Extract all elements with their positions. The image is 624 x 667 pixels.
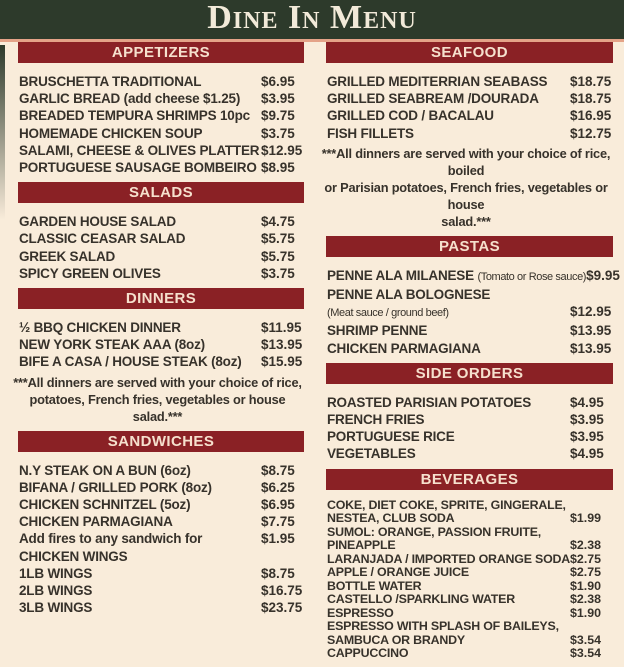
menu-section <box>8 288 307 425</box>
menu-item-row <box>327 526 616 540</box>
item-price: $13.95 <box>570 340 612 356</box>
item-price: $12.75 <box>570 125 612 141</box>
menu-item-row <box>19 548 307 565</box>
item-name: GARDEN HOUSE SALAD <box>19 214 176 230</box>
item-name-condensed: (Tomato or Rose sauce) <box>477 270 587 283</box>
menu-item-row <box>327 394 616 411</box>
menu-item-row <box>327 539 616 553</box>
note-line: or Parisian potatoes, French fries, vegetables or house <box>324 179 608 212</box>
item-price: $8.95 <box>261 160 295 176</box>
menu-section <box>316 469 616 661</box>
menu-item-row <box>327 445 616 462</box>
item-price: $2.38 <box>570 592 602 607</box>
item-price: $1.99 <box>570 511 602 526</box>
item-name: NEW YORK STEAK AAA (8oz) <box>19 337 205 353</box>
item-price: $3.95 <box>570 429 604 445</box>
item-price: $5.75 <box>261 231 295 247</box>
menu-item-row <box>327 90 616 107</box>
menu-item-row <box>19 90 307 107</box>
item-price: $13.95 <box>570 323 612 339</box>
menu-item-row <box>327 634 616 648</box>
menu-section <box>316 363 616 463</box>
menu-item-row <box>19 230 307 247</box>
section-header-bar: SIDE ORDERS <box>326 363 613 384</box>
item-name-condensed: (Meat sauce / ground beef) <box>327 307 449 320</box>
item-name: CASTELLO /SPARKLING WATER <box>327 592 515 607</box>
item-price: $15.95 <box>261 354 303 370</box>
item-name: CHICKEN SCHNITZEL (5oz) <box>19 497 191 513</box>
menu-item-row <box>19 565 307 582</box>
section-header-bar: SANDWICHES <box>18 431 304 452</box>
item-name: Add fires to any sandwich for <box>19 531 203 547</box>
menu-item-row <box>19 319 307 336</box>
section-items <box>8 203 307 282</box>
item-name: ESPRESSO <box>327 605 394 620</box>
menu-item-row <box>19 336 307 353</box>
menu-item-row <box>19 479 307 496</box>
item-price: $3.75 <box>261 125 295 141</box>
item-name: CHICKEN WINGS <box>19 548 128 564</box>
item-name: BREADED TEMPURA SHRIMPS 10pc <box>19 108 250 124</box>
item-name: HOMEMADE CHICKEN SOUP <box>19 125 203 141</box>
item-name: LARANJADA / IMPORTED ORANGE SODA <box>327 551 571 566</box>
item-price: $5.75 <box>261 248 295 264</box>
menu-item-row <box>19 496 307 513</box>
item-price: $16.75 <box>261 583 303 599</box>
menu-item-row <box>327 607 616 621</box>
item-price: $16.95 <box>570 108 612 124</box>
item-name: 3LB WINGS <box>19 600 93 616</box>
item-name: BIFE A CASA / HOUSE STEAK (8oz) <box>19 354 242 370</box>
item-name: GRILLED MEDITERRIAN SEABASS <box>327 74 548 89</box>
menu-item-row <box>19 462 307 479</box>
item-price: $1.90 <box>570 605 602 620</box>
item-price: $7.75 <box>261 514 295 530</box>
item-name: PORTUGUESE SAUSAGE BOMBEIRO <box>19 160 257 176</box>
item-name: SAMBUCA OR BRANDY <box>327 632 465 647</box>
section-items <box>316 63 616 142</box>
section-header-bar: APPETIZERS <box>18 42 304 63</box>
item-price: $6.95 <box>261 497 295 513</box>
menu-item-row <box>19 599 307 616</box>
item-name: APPLE / ORANGE JUICE <box>327 565 469 580</box>
item-name: SPICY GREEN OLIVES <box>19 265 161 281</box>
note-line: salad.*** <box>441 213 491 229</box>
item-price: $3.54 <box>570 646 602 661</box>
item-name: CAPPUCCINO <box>327 646 409 661</box>
menu-item-row <box>327 125 616 142</box>
menu-item-row <box>19 582 307 599</box>
menu-section <box>316 236 620 357</box>
menu-item-row <box>327 322 616 339</box>
item-name: CLASSIC CEASAR SALAD <box>19 231 186 247</box>
menu-section <box>316 42 616 230</box>
item-name: NESTEA, CLUB SODA <box>327 511 455 526</box>
item-name: BRUSCHETTA TRADITIONAL <box>19 74 202 89</box>
menu-item-row <box>327 620 616 634</box>
menu-item-row <box>327 286 616 303</box>
menu-header <box>0 0 624 42</box>
menu-item-row <box>19 125 307 142</box>
section-header-bar: PASTAS <box>326 236 613 257</box>
section-header-bar: SALADS <box>18 182 304 203</box>
menu-item-row <box>327 411 616 428</box>
menu-item-row <box>19 265 307 282</box>
item-price: $23.75 <box>261 600 303 616</box>
menu-item-row <box>327 593 616 607</box>
menu-item-row <box>327 553 616 567</box>
menu-column-left <box>8 42 307 622</box>
menu-item-row <box>327 107 616 124</box>
item-price: $18.75 <box>570 91 612 107</box>
item-name: FISH FILLETS <box>327 125 414 141</box>
section-items <box>316 490 616 661</box>
item-price: $2.38 <box>570 538 602 553</box>
item-price: $11.95 <box>261 320 302 336</box>
item-price <box>570 286 616 303</box>
item-name <box>327 303 570 322</box>
item-price: $3.54 <box>570 632 602 647</box>
menu-item-row <box>327 340 616 357</box>
section-note <box>316 142 616 230</box>
item-price: $9.95 <box>586 267 620 283</box>
menu-item-row <box>327 428 616 445</box>
menu-section <box>8 182 307 282</box>
item-name: 2LB WINGS <box>19 583 93 599</box>
item-name: GARLIC BREAD (add cheese $1.25) <box>19 91 241 107</box>
item-price: $4.95 <box>570 394 604 410</box>
section-header-bar: DINNERS <box>18 288 304 309</box>
item-name: GRILLED COD / BACALAU <box>327 108 494 124</box>
left-edge-fade <box>0 45 5 220</box>
item-name: PINEAPPLE <box>327 538 396 553</box>
item-name: N.Y STEAK ON A BUN (6oz) <box>19 462 191 478</box>
menu-item-row <box>19 213 307 230</box>
item-name: VEGETABLES <box>327 446 416 462</box>
item-price <box>570 620 616 634</box>
item-price: $12.95 <box>570 304 612 320</box>
menu-section <box>8 431 307 617</box>
section-note <box>8 371 307 425</box>
item-name: GRILLED SEABREAM /DOURADA <box>327 91 539 107</box>
note-line: potatoes, French fries, vegetables or house salad.*** <box>29 391 286 424</box>
menu-item-row <box>327 267 620 286</box>
item-price: $4.75 <box>261 214 295 230</box>
item-price: $18.75 <box>570 74 612 89</box>
item-price <box>261 548 307 565</box>
menu-section <box>8 42 307 176</box>
menu-item-row <box>327 580 616 594</box>
item-price <box>570 526 616 540</box>
item-name: COKE, DIET COKE, SPRITE, GINGERALE, <box>327 497 566 512</box>
item-name: 1LB WINGS <box>19 565 93 581</box>
page-title: Dine In Menu <box>207 0 417 36</box>
item-name: PORTUGUESE RICE <box>327 429 455 445</box>
item-price: $2.75 <box>570 551 602 566</box>
menu-item-row <box>327 512 616 526</box>
section-items <box>316 257 620 357</box>
item-price: $8.75 <box>261 565 295 581</box>
item-name: SHRIMP PENNE <box>327 323 428 339</box>
item-name: CHICKEN PARMAGIANA <box>327 340 481 356</box>
item-price: $1.95 <box>261 531 295 547</box>
note-line: ***All dinners are served with your choice of rice, boiled <box>321 145 611 178</box>
menu-item-row <box>19 142 307 159</box>
section-items <box>316 384 616 463</box>
item-name: ½ BBQ CHICKEN DINNER <box>19 320 181 336</box>
item-price: $3.75 <box>261 265 295 281</box>
section-items <box>8 452 307 617</box>
item-price: $3.95 <box>570 412 604 428</box>
item-price: $2.75 <box>570 565 602 580</box>
menu-item-row <box>327 647 616 661</box>
menu-item-row <box>19 513 307 530</box>
item-price: $8.75 <box>261 462 295 478</box>
menu-item-row <box>19 248 307 265</box>
item-price: $1.90 <box>570 578 602 593</box>
menu-item-row <box>327 73 616 90</box>
menu-columns <box>0 42 624 667</box>
item-price: $6.95 <box>261 74 295 89</box>
note-line: ***All dinners are served with your choice of rice, <box>13 374 302 390</box>
menu-item-row <box>19 530 307 547</box>
item-name: PENNE ALA MILANESE (Tomato or Rose sauce) <box>327 267 587 283</box>
item-name: SUMOL: ORANGE, PASSION FRUITE, <box>327 524 542 539</box>
section-items <box>8 309 307 371</box>
section-header-bar: BEVERAGES <box>326 469 613 490</box>
menu-item-row <box>327 566 616 580</box>
menu-item-row <box>19 73 307 90</box>
item-name: BIFANA / GRILLED PORK (8oz) <box>19 479 212 495</box>
item-name: ESPRESSO WITH SPLASH OF BAILEYS, <box>327 619 559 634</box>
menu-item-row <box>327 303 616 322</box>
section-items <box>8 63 307 176</box>
item-name: BOTTLE WATER <box>327 578 422 593</box>
item-name: PENNE ALA BOLOGNESE <box>327 287 491 303</box>
section-header-bar: SEAFOOD <box>326 42 613 63</box>
item-price <box>570 499 616 513</box>
item-name: GREEK SALAD <box>19 248 116 264</box>
item-price: $6.25 <box>261 479 295 495</box>
item-price: $4.95 <box>570 446 604 462</box>
item-name: SALAMI, CHEESE & OLIVES PLATTER <box>19 142 260 158</box>
item-price: $13.95 <box>261 337 303 353</box>
menu-item-row <box>19 107 307 124</box>
menu-item-row <box>19 159 307 176</box>
menu-column-right <box>316 42 620 667</box>
item-price: $3.95 <box>261 91 295 107</box>
item-name: ROASTED PARISIAN POTATOES <box>327 394 532 410</box>
menu-item-row <box>327 499 616 513</box>
menu-item-row <box>19 353 307 370</box>
item-name: CHICKEN PARMAGIANA <box>19 514 173 530</box>
item-name: FRENCH FRIES <box>327 412 425 428</box>
item-price: $9.75 <box>261 108 295 124</box>
item-price: $12.95 <box>261 142 303 158</box>
